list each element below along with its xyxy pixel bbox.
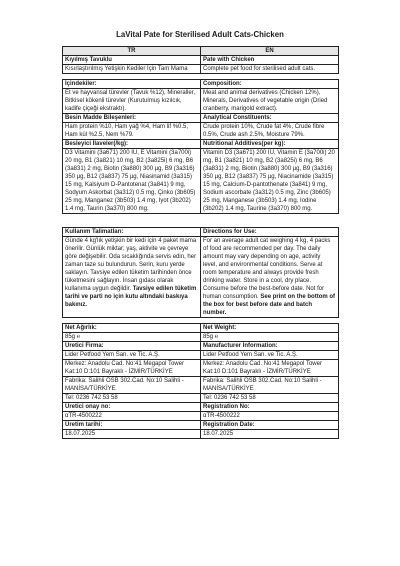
composition-label-tr: İçindekiler: [63,80,201,89]
net-weight-label-en: Net Weight: [201,324,339,333]
net-weight-label-row [63,324,339,333]
manufacturer-row-2 [63,360,339,377]
additives-label-row [63,140,339,149]
document-title: LaVital Pate for Sterilised Adult Cats-Chicken [116,30,284,39]
production-date-label-en: Registration Date: [201,421,339,430]
manufacturer-row-1 [63,351,339,360]
composition-label-row [63,80,339,89]
registration-label-en: Registration No: [201,403,339,412]
manufacturer-name-tr: Lider Petfood Yem San. ve Tic. A.Ş. [63,351,201,360]
registration-label-tr: Üretici onay no: [63,403,201,412]
product-name-label-tr: Kıyılmış Tavuklu [63,56,201,65]
additives-en: Vitamin D3 (3a671) 200 IU, Vitamin E (3a700i) 20 mg, B1 (3a821) 10 mg, B2 (3a825i) 6 mg, B6 (3a831) 2 mg, Biotin (3a880) 300 µg, B9 (3a316) 350 µg, B12 (3a837) 75 µg, Niacinamide (3a315) 15 mg, Calcium-D-pantothenate (3a841) 9 mg, Sodium ascorbate (3a312) 0.5 mg, Zinc (3b605) 25 mg, Manganese (3b503) 1.4 mg, Iodine (3b202) 1.4 mg, Taurine (3a370) 800 mg. [201,149,339,214]
analytical-row [63,123,339,140]
manufacturer-name-en: Lider Petfood Yem San. ve Tic. A.Ş. [201,351,339,360]
manufacturer-factory-en: Fabrika: Salihli OSB 302.Cad. No:10 Salihli - MANİSA/TÜRKİYE [201,377,339,394]
composition-row [63,89,339,114]
registration-tr: αTR-4500222 [63,412,201,421]
directions-label-row [63,228,339,237]
directions-text-tr: Günde 4 kg'lık yetişkin bir kedi için 4 paket mama önerilir. Günlük miktar; yaş, aktivite ve çevreye göre değişebilir. Oda sıcaklığında servis edin, her zaman taze su bulundurun. Serin, kuru yerde saklayın. Tavsiye edilen tüketim tarihinden önce tüketmesini sağlayın. İnsan gıdası olarak kullanıma uygun değildir. [65,238,197,292]
manufacturer-hq-tr: Merkez: Anadolu Cad. No:41 Megapol Tower Kat:10 D:101 Bayraklı - İZMİR/TÜRKİYE [63,360,201,377]
composition-label-en: Composition: [201,80,339,89]
registration-en: αTR-4500222 [201,412,339,421]
product-name-label-en: Pate with Chicken [201,56,339,65]
manufacturer-label-en: Manufacturer Information: [201,342,339,351]
analytical-label-en: Analytical Constituents: [201,114,339,123]
label-table [62,46,339,439]
manufacturer-row-4 [63,394,339,403]
composition-en: Meat and animal derivatives (Chicken 12%), Minerals, Derivatives of vegetable origin (Dried cranberry, marigold extract). [201,89,339,114]
additives-label-en: Nutritional Additives(per kg): [201,140,339,149]
registration-row [63,412,339,421]
directions-label-en: Directions for Use: [201,228,339,237]
production-date-en: 18.07.2025 [201,430,339,439]
analytical-tr: Ham protein %10, Ham yağ %4, Ham lif %0.5, Ham kül %2.5, Nem %79. [63,123,201,140]
manufacturer-phone-en: Tel: 0236 742 53 58 [201,394,339,403]
product-name-row [63,65,339,74]
manufacturer-hq-en: Merkez: Anadolu Cad. No:41 Megapol Tower Kat:10 D:101 Bayraklı - İZMİR/TÜRKİYE [201,360,339,377]
additives-label-tr: Besleyici İlaveler(/kg): [63,140,201,149]
product-name-tr: Kısırlaştırılmış Yetişkin Kediler İçin Tam Mama [63,65,201,74]
column-header-tr: TR [63,47,201,56]
registration-label-row [63,403,339,412]
net-weight-label-tr: Net Ağırlık: [63,324,201,333]
production-date-label-tr: Üretim tarihi: [63,421,201,430]
net-weight-en: 85g ℮ [201,333,339,342]
directions-label-tr: Kullanım Talimatları: [63,228,201,237]
analytical-en: Crude protein 10%, Crude fat 4%, Crude fibre 0.5%, Crude ash 2.5%, Moisture 79%. [201,123,339,140]
manufacturer-factory-tr: Fabrika: Salihli OSB 302.Cad. No:10 Salihli - MANİSA/TÜRKİYE [63,377,201,394]
composition-tr: Et ve hayvansal türevler (Tavuk %12), Mineraller, Bitkisel kökenli türevler (Kurutulmuş kızılcık, kadife çiçeği ekstraktı). [63,89,201,114]
manufacturer-phone-tr: Tel: 0236 742 53 58 [63,394,201,403]
additives-row [63,149,339,214]
analytical-label-row [63,114,339,123]
directions-en [201,237,339,318]
analytical-label-tr: Besin Madde Bileşenleri: [63,114,201,123]
production-date-label-row [63,421,339,430]
column-header-en: EN [201,47,339,56]
manufacturer-row-3 [63,377,339,394]
product-name-en: Complete pet food for sterilised adult cats. [201,65,339,74]
net-weight-row [63,333,339,342]
additives-tr: D3 Vitamini (3a671) 200 IU, E Vitamini (3a700i) 20 mg, B1 (3a821) 10 mg, B2 (3a825i) 6 mg, B6 (3a831) 2 mg, Biotin (3a880) 300 µg, B9 (3a316) 350 µg, B12 (3a837) 75 µg, Niasinamid (3a315) 15 mg, Kalsiyum D-Pantotenat (3a841) 9 mg, Sodyum Askorbat (3a312) 0.5 mg, Çinko (3b605) 25 mg, Manganez (3b503) 1.4 mg, Iyot (3b202) 1.4 mg, Taurin (3a370) 800 mg. [63,149,201,214]
directions-tr [63,237,201,318]
manufacturer-label-row [63,342,339,351]
net-weight-tr: 85g ℮ [63,333,201,342]
directions-note-tr: Tavsiye edilen tüketim tarihi ve parti no için kutu altındaki baskıya bakınız. [65,286,197,308]
directions-text-en: For an average adult cat weighing 4 kg, 4 packs of food are recommended per day. The daily amount may vary depending on age, activity level, and environmental conditions. Serve at room temperature and always provide fresh drinking water. Store in a cool, dry place. Consume before the best-before date. Not for human consumption. [203,238,331,300]
production-date-tr: 18.07.2025 [63,430,201,439]
directions-row [63,237,339,318]
language-header-row [63,47,339,56]
directions-note-en: See print on the bottom of the box for best before date and batch number. [203,294,336,316]
product-name-label-row [63,56,339,65]
production-date-row [63,430,339,439]
manufacturer-label-tr: Üretici Firma: [63,342,201,351]
